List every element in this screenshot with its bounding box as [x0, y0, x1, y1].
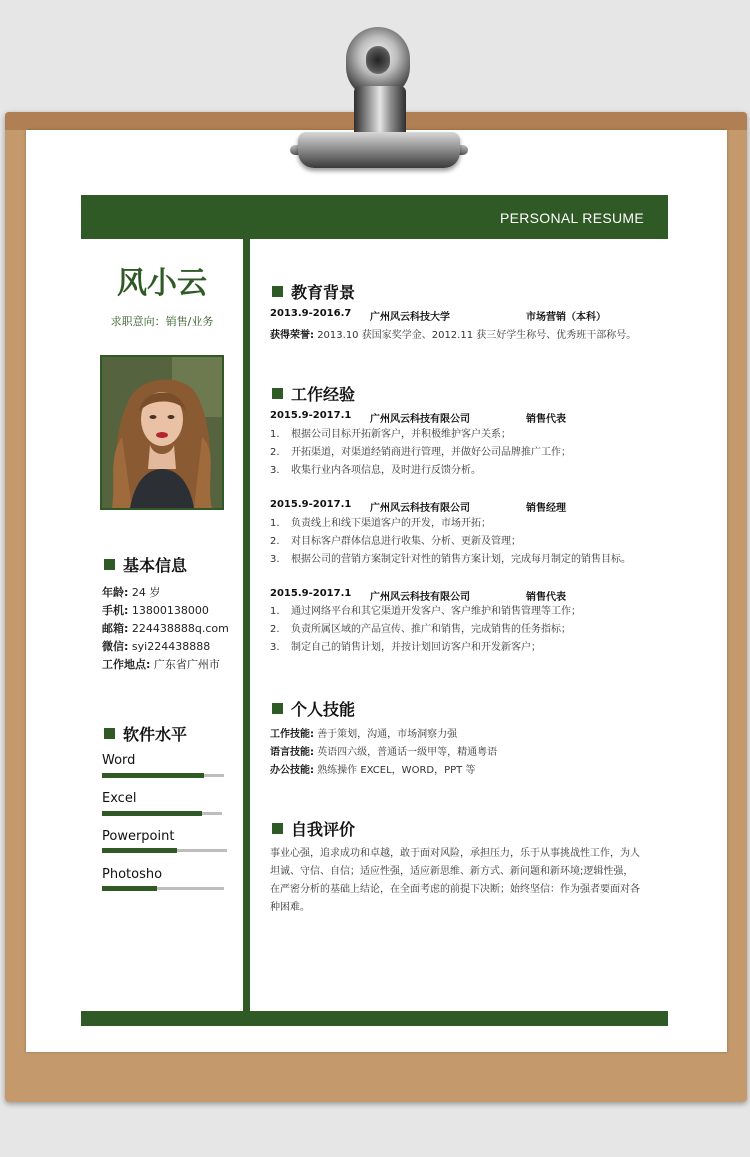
item-number: 3.: [270, 554, 280, 565]
skill-value: 善于策划，沟通，市场洞察力强: [317, 729, 458, 740]
education-honors: [270, 326, 636, 341]
info-label: 手机:: [102, 604, 129, 617]
info-value: syi224438888: [131, 640, 211, 653]
item-text: 负责所属区域的产品宣传、推广和销售，完成销售的任务指标；: [291, 624, 571, 635]
software-level-track: [102, 812, 222, 815]
work-title: 工作经验: [291, 385, 356, 404]
job-objective: 求职意向：销售/业务: [110, 315, 214, 328]
header-band: [81, 195, 668, 239]
list-item: [270, 426, 571, 444]
header-title: PERSONAL RESUME: [499, 210, 644, 226]
candidate-name: 风小云: [117, 266, 207, 301]
info-row-location: [102, 656, 229, 674]
info-value: 224438888q.com: [131, 622, 229, 635]
square-bullet-icon: [272, 388, 283, 399]
item-number: 1.: [270, 429, 280, 440]
evaluation-title: 自我评价: [291, 820, 356, 839]
job-period: 2015.9-2017.1: [270, 588, 352, 599]
item-text: 制定自己的销售计划，并按计划回访客户和开发新客户；: [291, 642, 541, 653]
square-bullet-icon: [272, 286, 283, 297]
square-bullet-icon: [104, 728, 115, 739]
software-name: Photosho: [102, 867, 163, 882]
skill-row: [270, 743, 497, 758]
portrait-illustration: [102, 357, 222, 508]
education-row: [270, 308, 606, 323]
basic-info-list: [102, 584, 229, 674]
item-text: 开拓渠道，对渠道经销商进行管理，并做好公司品牌推广工作；: [291, 447, 571, 458]
education-title: 教育背景: [291, 283, 356, 302]
profile-photo: [100, 355, 224, 510]
item-text: 对目标客户群体信息进行收集、分析、更新及管理；: [291, 536, 521, 547]
item-number: 1.: [270, 606, 280, 617]
square-bullet-icon: [104, 559, 115, 570]
software-name: Powerpoint: [102, 829, 175, 844]
honors-text: 2013.10 获国家奖学金、2012.11 获三好学生称号、优秀班干部称号。: [317, 330, 637, 341]
item-text: 负责线上和线下渠道客户的开发，市场开拓；: [291, 518, 491, 529]
info-row-email: [102, 620, 229, 638]
item-text: 根据公司的营销方案制定针对性的销售方案计划，完成每月制定的销售目标。: [291, 554, 631, 565]
education-major: 市场营销（本科）: [526, 312, 606, 323]
basic-info-heading: [104, 553, 187, 576]
job-company: 广州风云科技有限公司: [370, 503, 470, 514]
list-item: [270, 533, 631, 551]
software-name: Word: [102, 753, 136, 768]
list-item: [270, 603, 581, 621]
job-duties: [270, 515, 631, 569]
square-bullet-icon: [272, 703, 283, 714]
software-level-track: [102, 849, 227, 852]
job-period: 2015.9-2017.1: [270, 410, 352, 421]
binder-clip-stem: [354, 86, 406, 138]
info-value: 24 岁: [131, 586, 161, 599]
item-text: 收集行业内各项信息，及时进行反馈分析。: [291, 465, 481, 476]
info-row-wechat: [102, 638, 229, 656]
info-label: 工作地点:: [102, 658, 151, 671]
software-level-track: [102, 887, 224, 890]
software-title: 软件水平: [123, 725, 188, 744]
skill-label: 办公技能:: [270, 765, 314, 776]
job-duties: [270, 603, 581, 657]
job-duties: [270, 426, 571, 480]
skill-label: 工作技能:: [270, 729, 314, 740]
skill-label: 语言技能:: [270, 747, 314, 758]
list-item: [270, 515, 631, 533]
job-period: 2015.9-2017.1: [270, 499, 352, 510]
binder-clip-hole: [366, 46, 390, 74]
job-company: 广州风云科技有限公司: [370, 592, 470, 603]
item-number: 2.: [270, 624, 280, 635]
info-label: 年龄:: [102, 586, 129, 599]
item-number: 1.: [270, 518, 280, 529]
software-name: Excel: [102, 791, 137, 806]
honors-label: 获得荣誉:: [270, 330, 314, 341]
job-role: 销售经理: [526, 503, 566, 514]
skills-title: 个人技能: [291, 700, 356, 719]
software-level-track: [102, 774, 224, 777]
square-bullet-icon: [272, 823, 283, 834]
education-school: 广州风云科技大学: [370, 312, 450, 323]
education-heading: [272, 280, 355, 303]
skill-value: 熟练操作 EXCEL，WORD，PPT 等: [317, 765, 476, 776]
skill-row: [270, 725, 457, 740]
job-header: [270, 588, 566, 603]
item-number: 3.: [270, 465, 280, 476]
job-role: 销售代表: [526, 592, 566, 603]
info-value: 广东省广州市: [153, 658, 220, 671]
software-level-fill: [102, 773, 204, 778]
info-value: 13800138000: [131, 604, 209, 617]
list-item: [270, 621, 581, 639]
job-header: [270, 499, 566, 514]
skills-heading: [272, 697, 355, 720]
skill-row: [270, 761, 475, 776]
info-row-phone: [102, 602, 229, 620]
software-level-fill: [102, 848, 177, 853]
job-company: 广州风云科技有限公司: [370, 414, 470, 425]
column-divider: [243, 239, 250, 1011]
list-item: [270, 551, 631, 569]
item-number: 3.: [270, 642, 280, 653]
work-heading: [272, 382, 355, 405]
software-heading: [104, 722, 187, 745]
software-level-fill: [102, 811, 202, 816]
item-text: 根据公司目标开拓新客户，并积极维护客户关系；: [291, 429, 511, 440]
binder-clip-base: [298, 132, 460, 168]
job-role: 销售代表: [526, 414, 566, 425]
list-item: [270, 444, 571, 462]
basic-info-title: 基本信息: [123, 556, 188, 575]
item-number: 2.: [270, 536, 280, 547]
evaluation-text: 事业心强，追求成功和卓越，敢于面对风险，承担压力，乐于从事挑战性工作，为人坦诚、守信、自信；适应性强，适应新思维、新方式、新问题和新环境;逻辑性强，在严密分析的基础上结论，在全面考虑的前提下决断；始终坚信：作为强者要面对各种困难。: [270, 848, 640, 913]
evaluation-heading: [272, 817, 355, 840]
job-header: [270, 410, 566, 425]
info-row-age: [102, 584, 229, 602]
footer-band: [81, 1011, 668, 1026]
list-item: [270, 639, 581, 657]
info-label: 微信:: [102, 640, 129, 653]
item-text: 通过网络平台和其它渠道开发客户、客户维护和销售管理等工作；: [291, 606, 581, 617]
list-item: [270, 462, 571, 480]
info-label: 邮箱:: [102, 622, 129, 635]
skill-value: 英语四六级，普通话一级甲等，精通粤语: [317, 747, 498, 758]
software-level-fill: [102, 886, 157, 891]
education-period: 2013.9-2016.7: [270, 308, 352, 319]
item-number: 2.: [270, 447, 280, 458]
